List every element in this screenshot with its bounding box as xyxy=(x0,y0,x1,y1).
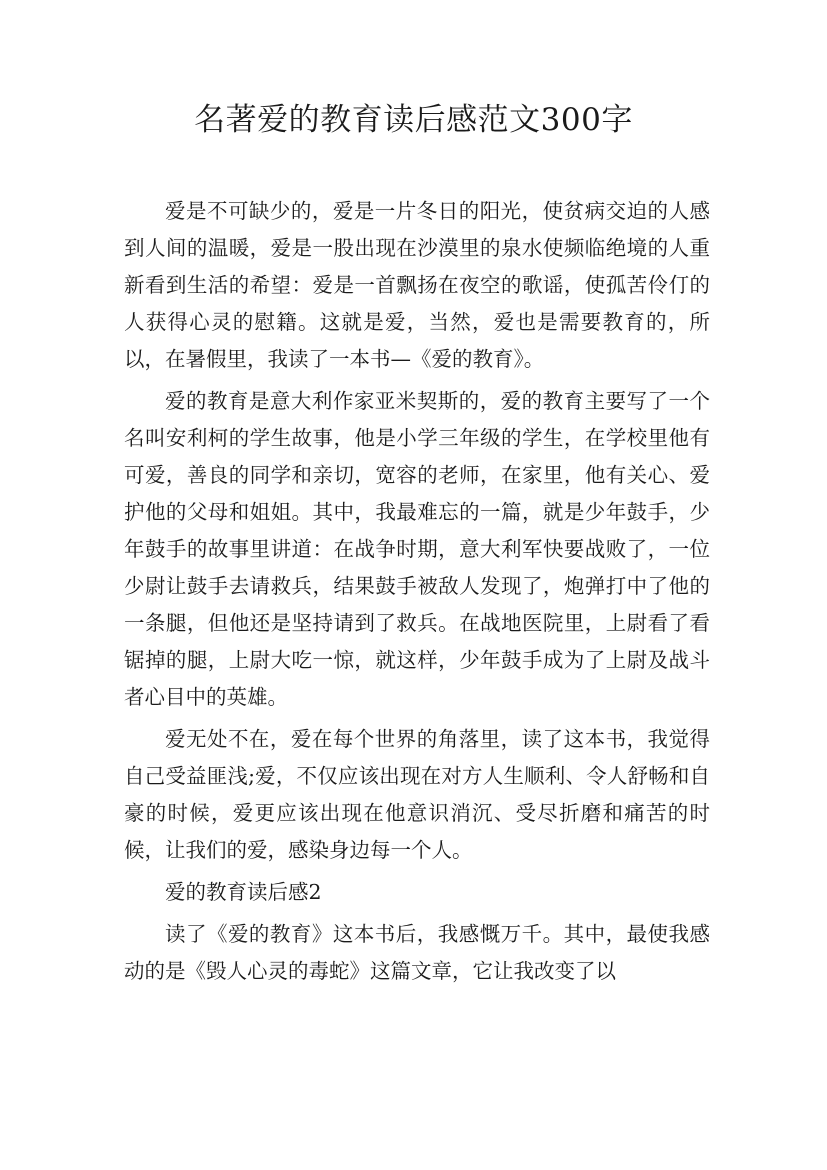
document-body xyxy=(124,193,710,995)
section-heading: 爱的教育读后感2 xyxy=(165,880,322,904)
paragraph: 爱无处不在，爱在每个世界的角落里，读了这本书，我觉得自己受益匪浅;爱，不仅应该出现在对方人生顺利、令人舒畅和自豪的时候，爱更应该出现在他意识消沉、受尽折磨和痛苦的时候，让我们的爱，感染身边每一个人。 xyxy=(124,727,710,862)
paragraph: 爱是不可缺少的，爱是一片冬日的阳光，使贫病交迫的人感到人间的温暖，爱是一股出现在沙漠里的泉水使频临绝境的人重新看到生活的希望：爱是一首飘扬在夜空的歌谣，使孤苦伶仃的人获得心灵的慰籍。这就是爱，当然，爱也是需要教育的，所以，在暑假里，我读了一本书—《爱的教育》。 xyxy=(124,199,710,371)
paragraph: 爱的教育是意大利作家亚米契斯的，爱的教育主要写了一个名叫安利柯的学生故事，他是小学三年级的学生，在学校里他有可爱，善良的同学和亲切，宽容的老师，在家里，他有关心、爱护他的父母和姐姐。其中，我最难忘的一篇，就是少年鼓手，少年鼓手的故事里讲道：在战争时期，意大利军快要战败了，一位少尉让鼓手去请救兵，结果鼓手被敌人发现了，炮弹打中了他的一条腿，但他还是坚持请到了救兵。在战地医院里，上尉看了看锯掉的腿，上尉大吃一惊，就这样，少年鼓手成为了上尉及战斗者心目中的英雄。 xyxy=(124,389,710,709)
document-title: 名著爱的教育读后感范文300字 xyxy=(194,102,633,138)
paragraph: 读了《爱的教育》这本书后，我感慨万千。其中，最使我感动的是《毁人心灵的毒蛇》这篇文章，它让我改变了以 xyxy=(124,922,710,983)
